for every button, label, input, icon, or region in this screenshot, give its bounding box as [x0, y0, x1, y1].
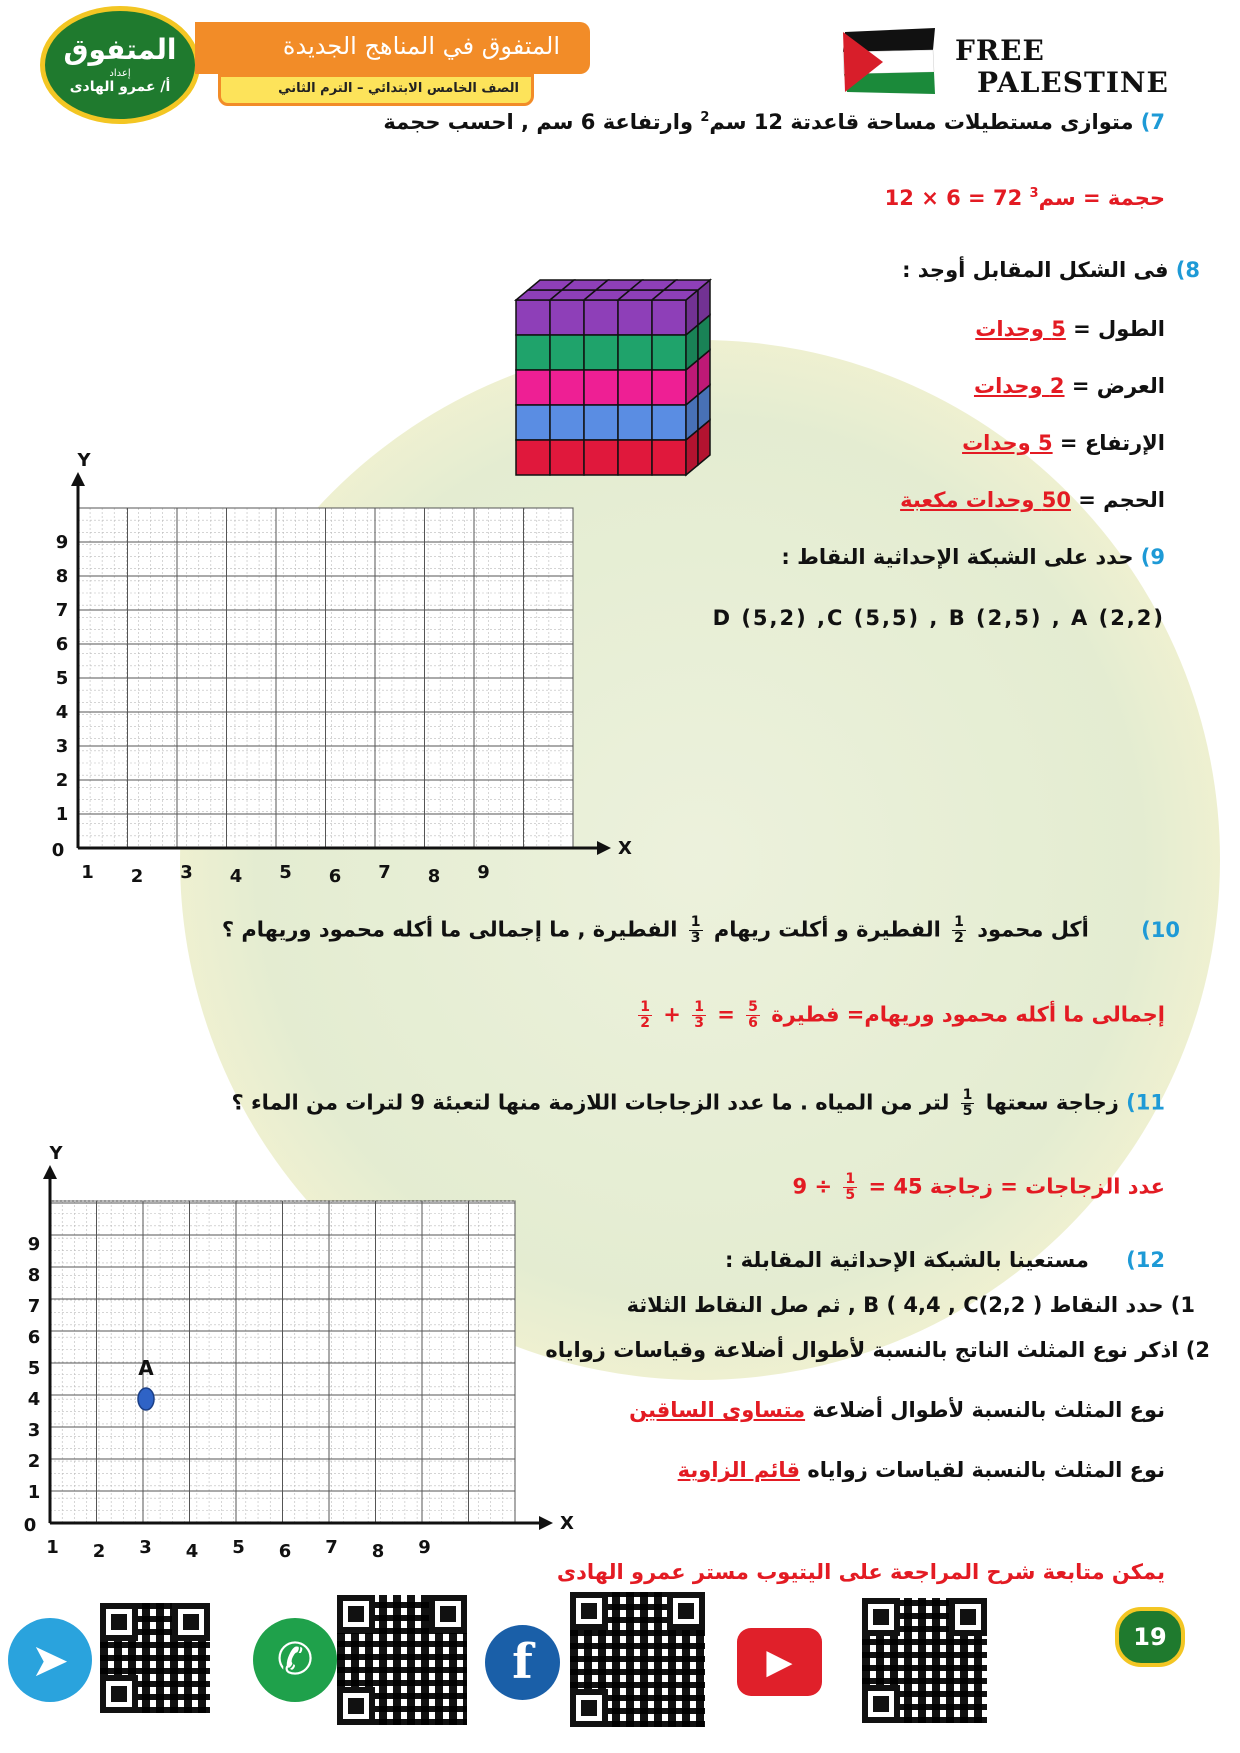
answer-tail: ÷ 9	[792, 1174, 833, 1199]
y-tick-label: 3	[55, 736, 69, 757]
x-tick-label: 7	[325, 1537, 338, 1558]
question-8	[902, 258, 1200, 282]
x-axis-arrow-icon	[597, 841, 611, 855]
question-12	[725, 1248, 1165, 1272]
x-tick-label: 4	[185, 1541, 199, 1562]
answer-label: نوع المثلث بالنسبة لأطوال أضلاعة	[812, 1398, 1165, 1422]
y-tick-label: 2	[55, 770, 69, 791]
question-12-text: مستعينا بالشبكة الإحداثية المقابلة :	[724, 1248, 1089, 1272]
youtube-icon[interactable]: ▶	[737, 1628, 822, 1696]
palestine-flag-icon	[835, 26, 940, 96]
qr-code-whatsapp[interactable]	[337, 1595, 467, 1725]
question-12-sub1: 1) حدد النقاط ( B ( 4,4 , C(2,2 , ثم صل النقاط الثلاثة	[626, 1293, 1195, 1317]
cube-unit	[652, 370, 686, 405]
y-axis-arrow-icon	[71, 472, 85, 486]
answer-value: متساوى الساقين	[629, 1398, 806, 1422]
x-axis-arrow-icon	[539, 1516, 553, 1530]
answer-unit: سم	[1038, 186, 1076, 210]
y-tick-label: 7	[27, 1296, 41, 1317]
y-axis-label: Y	[49, 1143, 63, 1164]
grade-line: الصف الخامس الابتدائي – الترم الثاني	[278, 81, 519, 96]
question-11-number: 11)	[1126, 1090, 1165, 1115]
telegram-icon[interactable]: ➤	[8, 1618, 92, 1702]
cube-unit	[618, 440, 652, 475]
x-tick-label: 5	[232, 1537, 245, 1558]
fraction-half: $\frac{1}{2}$	[954, 914, 964, 946]
y-tick-label: 7	[55, 600, 69, 621]
x-tick-label: 5	[279, 862, 292, 883]
question-10	[222, 915, 1180, 946]
x-axis-label: X	[560, 1513, 574, 1534]
y-tick-label: 4	[55, 702, 69, 723]
length-label: الطول =	[1065, 317, 1165, 341]
series-title: المتفوق في المناهج الجديدة	[282, 32, 560, 60]
cube-unit	[618, 300, 652, 335]
fraction-five-sixths: $\frac{5}{6}$	[748, 999, 758, 1031]
height-label: الإرتفاع =	[1052, 431, 1165, 455]
cube-unit	[550, 300, 584, 335]
question-10-number: 10)	[1141, 917, 1180, 942]
x-tick-label: 6	[278, 1541, 292, 1562]
x-tick-label: 9	[418, 1537, 431, 1558]
x-axis-label: X	[618, 838, 632, 859]
palestine-text: PALESTINE	[977, 66, 1169, 99]
question-9-number: 9)	[1140, 545, 1165, 569]
y-tick-label: 6	[55, 634, 69, 655]
y-axis-label: Y	[77, 450, 91, 471]
cube-unit	[652, 335, 686, 370]
cube-unit	[618, 370, 652, 405]
footer-note: يمكن متابعة شرح المراجعة على اليتيوب مستر عمرو الهادى	[556, 1560, 1165, 1584]
question-7-text: متوازى مستطيلات مساحة قاعدتة 12 سم	[709, 110, 1134, 134]
qr-code-facebook[interactable]	[570, 1592, 705, 1727]
question-8-number: 8)	[1175, 258, 1200, 282]
plus-sign: +	[663, 1002, 681, 1027]
cube-unit	[652, 300, 686, 335]
cube-unit	[516, 300, 550, 335]
x-tick-label: 6	[328, 866, 342, 887]
equals-sign: =	[717, 1002, 735, 1027]
answer-value: قائم الزاوية	[677, 1458, 800, 1482]
answer-label: نوع المثلث بالنسبة لقياسات زواياه	[807, 1458, 1165, 1482]
cube-unit	[584, 370, 618, 405]
y-axis-arrow-icon	[43, 1165, 57, 1179]
fraction-fifth-answer: $\frac{1}{5}$	[845, 1171, 856, 1203]
grade-strip	[218, 74, 534, 106]
cube-unit	[516, 370, 550, 405]
question-7-sup: 2	[700, 110, 710, 125]
question-10-answer	[634, 1000, 1165, 1031]
question-12-number: 12)	[1126, 1248, 1165, 1272]
answer-sup: 3	[1029, 186, 1039, 201]
question-7-answer	[885, 186, 1165, 210]
cube-unit	[618, 405, 652, 440]
origin-label: 0	[51, 840, 65, 861]
question-9-text: حدد على الشبكة الإحداثية النقاط :	[781, 545, 1134, 569]
height-value: 5 وحدات	[962, 431, 1053, 455]
answer-value: 72 = 6 × 12	[884, 186, 1023, 210]
origin-label: 0	[23, 1515, 37, 1536]
y-tick-label: 3	[27, 1420, 41, 1441]
y-tick-label: 5	[27, 1358, 41, 1379]
cube-unit	[618, 335, 652, 370]
question-11	[231, 1088, 1165, 1119]
coordinate-grid-2	[15, 1143, 575, 1574]
question-10-text-b: الفطيرة و أكلت ريهام	[713, 917, 941, 942]
cube-unit	[550, 335, 584, 370]
answer-label: عدد الزجاجات = زجاجة 45 =	[868, 1174, 1165, 1199]
logo-badge	[40, 6, 200, 124]
cube-figure	[515, 255, 730, 474]
point-a-label: A	[138, 1356, 154, 1380]
length-line	[975, 317, 1165, 341]
y-tick-label: 9	[27, 1234, 41, 1255]
qr-code-youtube[interactable]	[862, 1598, 987, 1723]
length-value: 5 وحدات	[975, 317, 1066, 341]
free-palestine-text	[955, 35, 1169, 99]
question-11-answer	[793, 1172, 1165, 1203]
answer-label: حجمة =	[1075, 186, 1165, 210]
volume-line	[900, 488, 1165, 512]
cube-unit	[516, 335, 550, 370]
fraction-fifth: $\frac{1}{5}$	[962, 1087, 973, 1119]
question-7	[383, 110, 1165, 134]
cube-unit	[652, 405, 686, 440]
cube-unit	[584, 335, 618, 370]
question-7-text2: وارتفاعة 6 سم , احسب حجمة	[383, 110, 694, 134]
width-line	[974, 374, 1165, 398]
facebook-icon[interactable]: f	[485, 1625, 560, 1700]
answer-word: فطيرة	[771, 1002, 840, 1027]
x-tick-label: 8	[427, 866, 441, 887]
cube-unit	[550, 405, 584, 440]
y-tick-label: 1	[27, 1482, 41, 1503]
y-tick-label: 6	[27, 1327, 41, 1348]
logo-title: المتفوق	[63, 33, 177, 66]
x-tick-label: 1	[46, 1537, 59, 1558]
y-tick-label: 8	[27, 1265, 41, 1286]
x-tick-label: 2	[92, 1541, 106, 1562]
width-label: العرض =	[1064, 374, 1165, 398]
x-tick-label: 8	[371, 1541, 385, 1562]
y-tick-label: 9	[55, 532, 69, 553]
question-8-text: فى الشكل المقابل أوجد :	[902, 258, 1169, 282]
x-tick-label: 4	[229, 866, 243, 887]
question-10-text-a: أكل محمود	[977, 917, 1089, 942]
cube-unit	[550, 370, 584, 405]
x-tick-label: 2	[130, 866, 144, 887]
fraction-half-answer: $\frac{1}{2}$	[640, 999, 650, 1031]
question-12-sub2: 2) اذكر نوع المثلث الناتج بالنسبة لأطوال أضلاعة وقياسات زواياه	[545, 1338, 1210, 1362]
y-tick-label: 1	[55, 804, 69, 825]
cube-unit	[516, 405, 550, 440]
cube-unit	[652, 440, 686, 475]
question-12-answer-1	[629, 1398, 1165, 1422]
x-tick-label: 1	[81, 862, 94, 883]
y-tick-label: 2	[27, 1451, 41, 1472]
question-11-text-a: زجاجة سعتها	[985, 1090, 1119, 1115]
logo-author: أ/ عمرو الهادى	[69, 79, 171, 95]
volume-value: 50 وحدات مكعبة	[900, 488, 1071, 512]
x-tick-label: 3	[139, 1537, 152, 1558]
question-12-answer-2	[678, 1458, 1165, 1482]
height-line	[962, 431, 1165, 455]
question-7-number: 7)	[1140, 110, 1165, 134]
fraction-third-answer: $\frac{1}{3}$	[694, 999, 704, 1031]
volume-label: الحجم =	[1070, 488, 1165, 512]
y-tick-label: 5	[55, 668, 69, 689]
qr-code-telegram[interactable]	[100, 1603, 210, 1713]
cube-unit	[584, 405, 618, 440]
question-9-points: D (5,2) ,C (5,5) , B (2,5) , A (2,2)	[712, 606, 1165, 630]
whatsapp-icon[interactable]: ✆	[253, 1618, 337, 1702]
x-tick-label: 7	[378, 862, 391, 883]
question-11-text-b: لتر من المياه . ما عدد الزجاجات اللازمة منها لتعبئة 9 لترات من الماء ؟	[231, 1090, 950, 1115]
y-tick-label: 4	[27, 1389, 41, 1410]
page-number-badge: 19	[1115, 1607, 1185, 1667]
question-10-text-c: الفطيرة , ما إجمالى ما أكله محمود وريهام ؟	[221, 917, 678, 942]
answer-label: إجمالى ما أكله محمود وريهام=	[846, 1002, 1165, 1027]
cube-unit	[584, 300, 618, 335]
point-a-marker	[138, 1388, 154, 1410]
series-title-banner	[195, 22, 590, 74]
x-tick-label: 9	[477, 862, 490, 883]
coordinate-grid-1	[40, 450, 632, 894]
width-value: 2 وحدات	[973, 374, 1065, 398]
free-text: FREE	[955, 34, 1045, 67]
logo-prepared: إعداد	[109, 68, 131, 79]
x-tick-label: 3	[180, 862, 193, 883]
question-9	[781, 545, 1165, 569]
y-tick-label: 8	[55, 566, 69, 587]
fraction-third: $\frac{1}{3}$	[690, 914, 701, 946]
